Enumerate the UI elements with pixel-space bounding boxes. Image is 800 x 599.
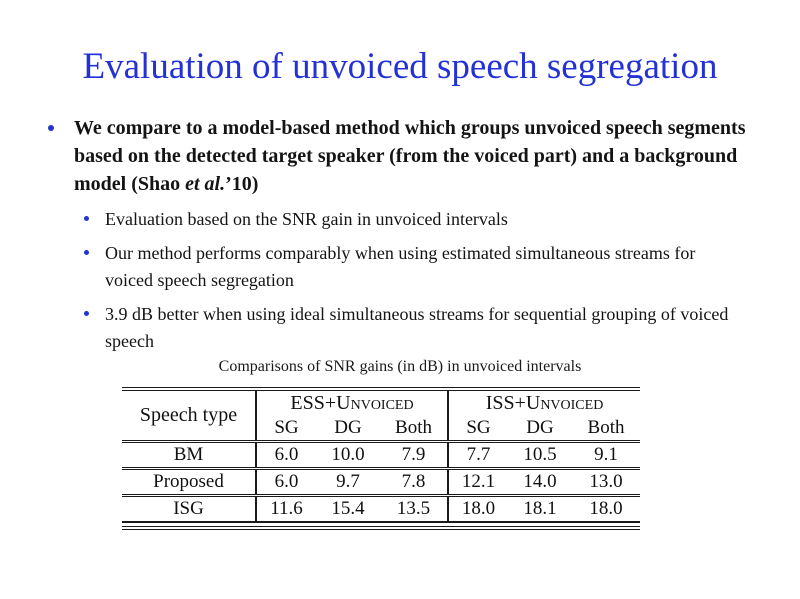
bullet-icon xyxy=(84,250,89,255)
sub-bullet-text-2: Our method performs comparably when using estimated simultaneous streams for voiced speech segregation xyxy=(105,243,696,290)
sub-bullet-text-1: Evaluation based on the SNR gain in unvoiced intervals xyxy=(105,209,508,229)
sub-bullet-list xyxy=(84,206,765,355)
cell: 6.0 xyxy=(256,469,316,496)
sub-bullet-item xyxy=(84,206,765,233)
slide-title: Evaluation of unvoiced speech segregation xyxy=(82,46,718,87)
col-header-speech-type: Speech type xyxy=(122,389,256,442)
table-row xyxy=(122,442,640,469)
cell: 13.0 xyxy=(589,471,623,492)
col-header-both-iss: Both xyxy=(572,416,640,442)
col-header-group-ess: ESS+Unvoiced xyxy=(256,389,448,416)
cell: 9.1 xyxy=(594,444,618,465)
sub-bullet-item xyxy=(84,301,765,355)
col-header-both-ess: Both xyxy=(380,416,448,442)
cell: 6.0 xyxy=(256,442,316,469)
cell: 15.4 xyxy=(331,498,365,519)
cell: 10.0 xyxy=(331,444,365,465)
col-header-dg-iss: DG xyxy=(508,416,572,442)
cell: 7.7 xyxy=(448,442,508,469)
table-caption: Comparisons of SNR gains (in dB) in unvoiced intervals xyxy=(218,358,582,375)
bullet-main-after: ’10) xyxy=(225,173,259,195)
bullet-icon xyxy=(84,216,89,221)
cell: 13.5 xyxy=(396,498,431,519)
cell: 18.0 xyxy=(448,496,508,523)
bullet-main-before: We compare to a model-based method which groups unvoiced speech segments based on the detected target speaker (from the voiced part) and a background model (Shao xyxy=(74,117,746,195)
bullet-icon xyxy=(48,125,54,131)
table-row xyxy=(122,496,640,523)
bullet-text-main xyxy=(74,114,746,198)
cell: 14.0 xyxy=(523,471,557,492)
col-header-group-iss: ISS+Unvoiced xyxy=(448,389,640,416)
cell: 12.1 xyxy=(448,469,508,496)
bullet-icon xyxy=(84,311,89,316)
bullet-main-etal: et al. xyxy=(185,173,226,195)
cell: 11.6 xyxy=(256,496,316,523)
cell: 18.0 xyxy=(589,498,623,519)
row-label-isg: ISG xyxy=(173,498,204,519)
row-label-bm: BM xyxy=(173,444,204,465)
cell: 7.9 xyxy=(401,444,426,465)
cell: 18.1 xyxy=(523,498,557,519)
cell: 7.8 xyxy=(401,471,426,492)
col-header-sg-ess: SG xyxy=(256,416,316,442)
table-row xyxy=(122,469,640,496)
cell: 10.5 xyxy=(523,444,557,465)
sub-bullet-text-3: 3.9 dB better when using ideal simultaneous streams for sequential grouping of voiced speech xyxy=(105,304,729,351)
bullet-item-main xyxy=(46,114,765,198)
cell: 9.7 xyxy=(336,471,360,492)
sub-bullet-item xyxy=(84,240,765,294)
col-header-dg-ess: DG xyxy=(316,416,380,442)
snr-table xyxy=(122,387,640,523)
col-header-sg-iss: SG xyxy=(448,416,508,442)
bullet-list xyxy=(46,114,765,355)
snr-table-section xyxy=(122,387,640,530)
row-label-proposed: Proposed xyxy=(153,471,224,492)
